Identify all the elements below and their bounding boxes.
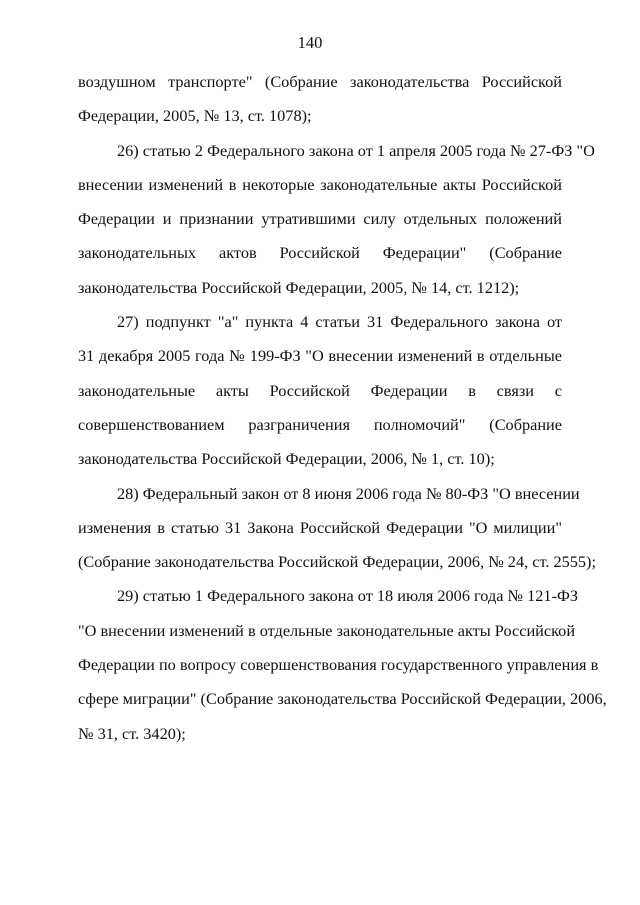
paragraph (78, 579, 607, 750)
text-line: 26) статью 2 Федерального закона от 1 апреля 2005 года № 27-ФЗ "О (117, 140, 595, 160)
text-line: 31 декабря 2005 года № 199-ФЗ "О внесении изменений в отдельные (78, 346, 562, 366)
page-number: 140 (297, 33, 323, 52)
text-line: (Собрание законодательства Российской Федерации, 2006, № 24, ст. 2555); (78, 552, 596, 572)
text-line: 28) Федеральный закон от 8 июня 2006 года № 80-ФЗ "О внесении (117, 483, 580, 503)
paragraph (78, 477, 596, 580)
text-line: законодательных актов Российской Федерации" (Собрание (78, 243, 562, 263)
text-line: "О внесении изменений в отдельные законодательные акты Российской (78, 620, 576, 640)
text-line: Федерации, 2005, № 13, ст. 1078); (78, 106, 312, 126)
text-line: сфере миграции" (Собрание законодательства Российской Федерации, 2006, (78, 689, 607, 709)
paragraph (78, 305, 562, 476)
text-line: внесении изменений в некоторые законодательные акты Российской (78, 174, 562, 194)
text-line: совершенствованием разграничения полномочий" (Собрание (78, 414, 562, 434)
text-line: 29) статью 1 Федерального закона от 18 июля 2006 года № 121-ФЗ (117, 586, 579, 606)
text-line: 27) подпункт "а" пункта 4 статьи 31 Федерального закона от (117, 312, 562, 332)
text-line: законодательства Российской Федерации, 2005, № 14, ст. 1212); (78, 277, 520, 297)
text-line: № 31, ст. 3420); (78, 723, 186, 743)
text-line: воздушном транспорте" (Собрание законодательства Российской (78, 72, 562, 91)
text-line: изменения в статью 31 Закона Российской Федерации "О милиции" (78, 517, 562, 537)
text-line: законодательные акты Российской Федерации в связи с (78, 380, 562, 400)
paragraph (78, 134, 595, 305)
document-body (78, 65, 607, 751)
text-line: законодательства Российской Федерации, 2006, № 1, ст. 10); (78, 449, 495, 469)
text-line: Федерации и признании утратившими силу отдельных положений (78, 209, 562, 229)
paragraph (78, 65, 562, 134)
text-line: Федерации по вопросу совершенствования государственного управления в (78, 655, 599, 675)
